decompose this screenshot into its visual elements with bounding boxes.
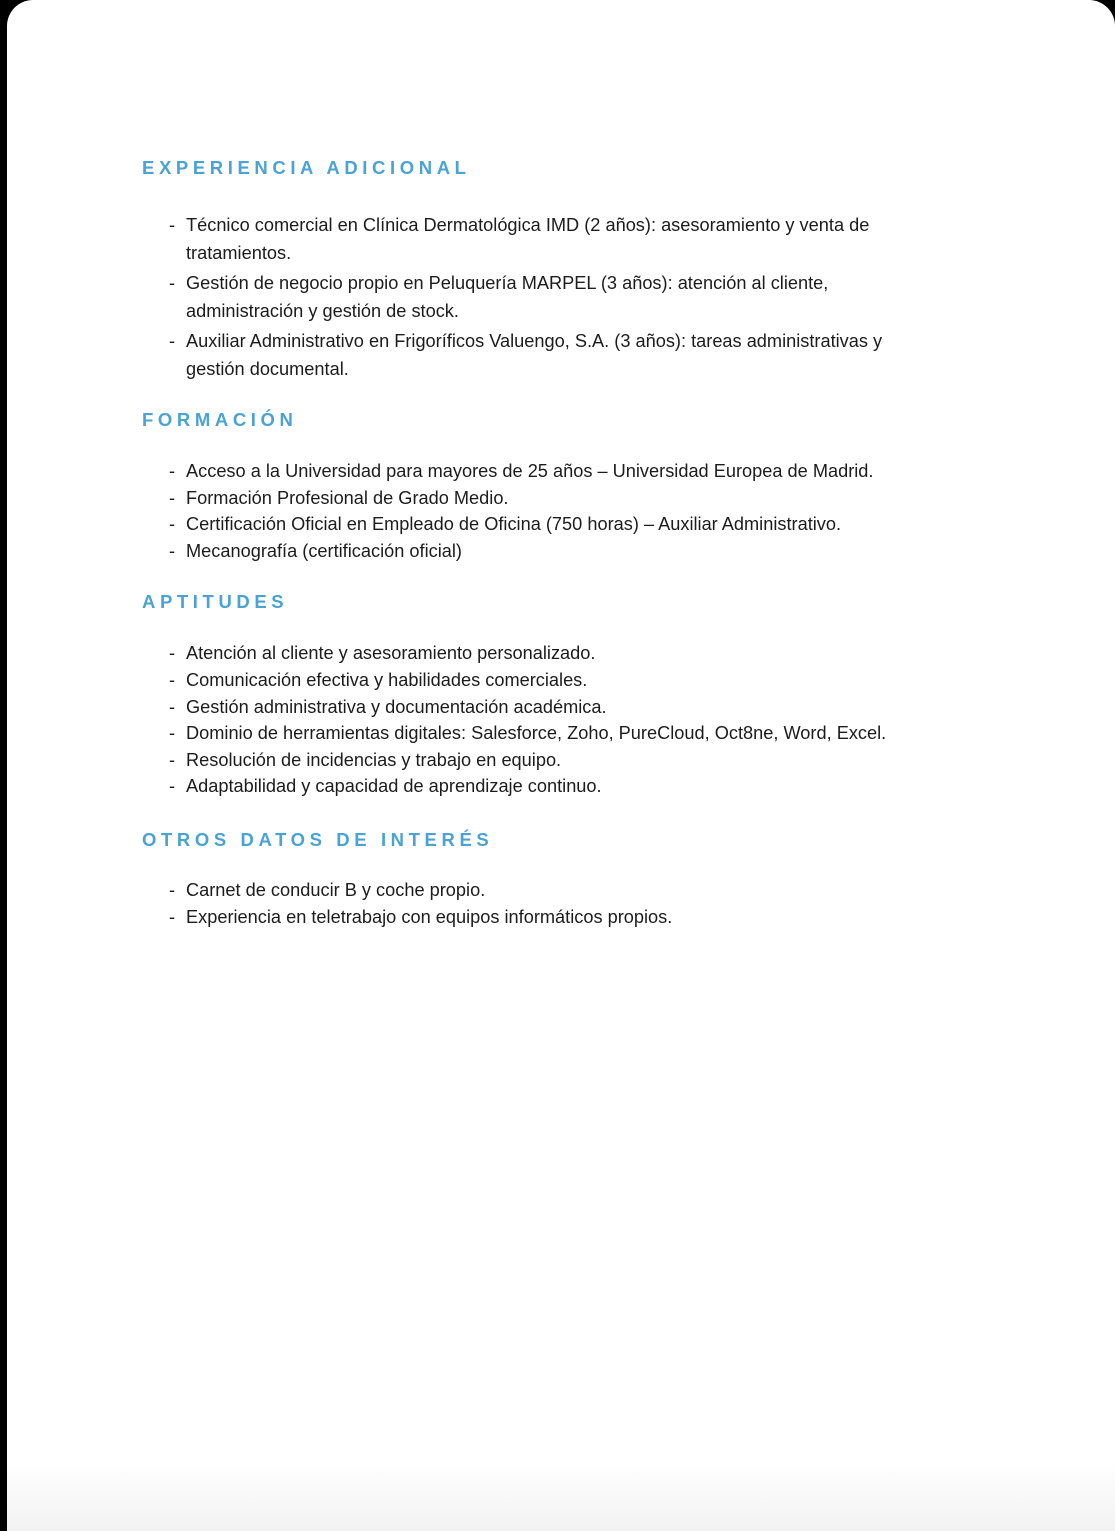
document-page: [7, 0, 1115, 1531]
list-item-text: Mecanografía (certificación oficial): [186, 540, 462, 561]
dash-bullet: -: [169, 514, 176, 535]
list-item: [142, 485, 902, 512]
dash-bullet: -: [169, 487, 176, 508]
dash-bullet: -: [169, 879, 176, 900]
list-item: [142, 694, 902, 721]
list-item: [142, 667, 902, 694]
dash-bullet: -: [169, 331, 176, 351]
list-item-text: Certificación Oficial en Empleado de Oficina (750 horas) – Auxiliar Administrativo.: [186, 514, 842, 535]
list-item-text: Auxiliar Administrativo en Frigoríficos Valuengo, S.A. (3 años): tareas administrativas y gestión documental.: [186, 331, 883, 379]
list-item-text: Gestión administrativa y documentación académica.: [186, 696, 607, 717]
list-item: [142, 269, 902, 325]
bullet-list: [142, 877, 902, 932]
list-item-text: Formación Profesional de Grado Medio.: [186, 487, 509, 508]
list-item: [142, 458, 902, 485]
list-item: [142, 773, 902, 800]
section-formacion: [142, 407, 902, 564]
dash-bullet: -: [169, 723, 176, 744]
dash-bullet: -: [169, 215, 176, 235]
list-item: [142, 720, 902, 747]
list-item-text: Resolución de incidencias y trabajo en equipo.: [186, 749, 562, 770]
page-bottom-shade: [7, 1461, 1115, 1531]
list-item-text: Gestión de negocio propio en Peluquería MARPEL (3 años): atención al cliente, administración y gestión de stock.: [186, 273, 829, 321]
list-item-text: Dominio de herramientas digitales: Salesforce, Zoho, PureCloud, Oct8ne, Word, Excel.: [186, 723, 887, 744]
dash-bullet: -: [169, 776, 176, 797]
dash-bullet: -: [169, 907, 176, 928]
list-item: [142, 747, 902, 774]
section-otros-datos: [142, 827, 902, 932]
list-item-text: Comunicación efectiva y habilidades comerciales.: [186, 669, 588, 690]
document-content: [142, 155, 902, 932]
section-experiencia-adicional: [142, 155, 902, 383]
list-item: [142, 877, 902, 905]
dash-bullet: -: [169, 669, 176, 690]
list-item: [142, 327, 902, 383]
bullet-list: [142, 211, 902, 383]
list-item: [142, 538, 902, 565]
list-item-text: Acceso a la Universidad para mayores de 25 años – Universidad Europea de Madrid.: [186, 461, 874, 481]
list-item-text: Carnet de conducir B y coche propio.: [186, 879, 486, 900]
list-item: [142, 904, 902, 932]
list-item-text: Técnico comercial en Clínica Dermatológica IMD (2 años): asesoramiento y venta de tratamientos.: [186, 215, 870, 263]
list-item-text: Atención al cliente y asesoramiento personalizado.: [186, 643, 596, 664]
list-item: [142, 640, 902, 667]
dash-bullet: -: [169, 540, 176, 561]
bullet-list: [142, 458, 902, 564]
section-title: EXPERIENCIA ADICIONAL: [142, 157, 471, 178]
section-aptitudes: [142, 589, 902, 800]
list-item: [142, 211, 902, 267]
list-item-text: Experiencia en teletrabajo con equipos informáticos propios.: [186, 907, 673, 928]
dash-bullet: -: [169, 749, 176, 770]
section-title: OTROS DATOS DE INTERÉS: [142, 828, 494, 850]
list-item-text: Adaptabilidad y capacidad de aprendizaje continuo.: [186, 776, 602, 797]
bullet-list: [142, 640, 902, 800]
dash-bullet: -: [169, 461, 176, 481]
section-title: FORMACIÓN: [142, 409, 298, 430]
dash-bullet: -: [169, 696, 176, 717]
dash-bullet: -: [169, 643, 176, 664]
section-title: APTITUDES: [142, 591, 289, 613]
dash-bullet: -: [169, 273, 176, 293]
list-item: [142, 511, 902, 538]
